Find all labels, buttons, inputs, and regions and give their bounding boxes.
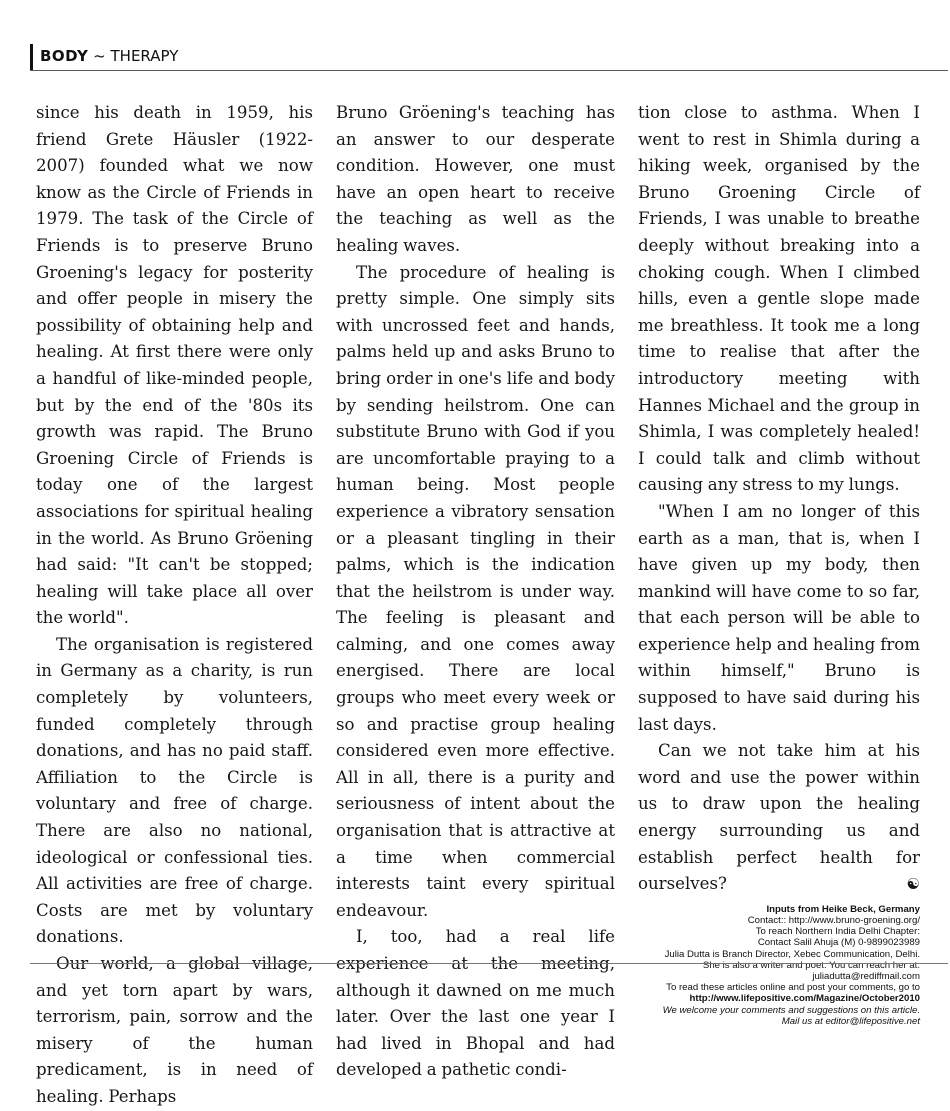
- section-title: [40, 47, 178, 65]
- credit-line: She is also a writer and poet. You can reach her at:: [702, 959, 920, 971]
- credit-line: Julia Dutta is Branch Director, Xebec Communication, Delhi.: [664, 948, 920, 960]
- credit-line: Contact Salil Ahuja (M) 0-9899023989: [757, 937, 920, 949]
- credit-line: We welcome your comments and suggestions on this article.: [662, 1004, 920, 1016]
- header-rule: [30, 44, 33, 70]
- article-column-3: [638, 100, 920, 1027]
- closing-paragraph-text: Can we not take him at his word and use the power within us to draw upon the healing energy surrounding us and establish perfect health for ourselves?: [638, 741, 920, 894]
- paragraph: Our world, a global village, and yet torn apart by wars, terrorism, pain, sorrow and the misery of the human predicament, is in need of healing. Perhaps: [36, 954, 313, 1106]
- credit-line: To read these articles online and post your comments, go to: [666, 982, 920, 994]
- credit-line: To reach Northern India Delhi Chapter:: [755, 926, 920, 938]
- section-title-sep: ~: [88, 47, 111, 65]
- section-header: [30, 44, 948, 71]
- article-column-1: [36, 100, 313, 1111]
- paragraph: The procedure of healing is pretty simple. One simply sits with uncrossed feet and hands, palms held up and asks Bruno to bring order in one's life and body by sending heilstrom. One can substitute Bruno with God if you are uncomfortable praying to a human being. Most people experience a vibratory sensation or a pleasant tingling in their palms, which is the indication that the heilstrom is under way. The feeling is pleasant and calming, and one comes away energised. There are local groups who meet every week or so and practise group healing considered even more effective. All in all, there is a purity and seriousness of intent about the organisation that is attractive at a time when commercial interests taint every spiritual endeavour.: [336, 262, 615, 920]
- paragraph: Bruno Gröening's teaching has an answer to our desperate condition. However, one must have an open heart to receive the teaching as well as the healing waves.: [336, 103, 615, 255]
- paragraph: The organisation is registered in Germany as a charity, is run completely by volunteers, funded completely through donations, and has no paid staff. Affiliation to the Circle is voluntary and free of charge. There are also no national, ideological or confessional ties. All activities are free of charge. Costs are met by voluntary donations.: [36, 634, 313, 947]
- closing-paragraph: [638, 738, 920, 898]
- footer-rule: [30, 963, 948, 964]
- credit-line: Mail us at editor@lifepositive.net: [781, 1015, 920, 1027]
- yin-yang-icon: ☯: [906, 875, 920, 894]
- credit-line: http://www.lifepositive.com/Magazine/October2010: [689, 993, 920, 1005]
- paragraph: I, too, had a real life experience at the meeting, although it dawned on me much later. Over the last one year I had lived in Bhopal and had developed a pathetic condi-: [336, 927, 615, 1080]
- paragraph: tion close to asthma. When I went to rest in Shimla during a hiking week, organised by the Bruno Groening Circle of Friends, I was unable to breathe deeply without breaking into a choking cough. When I climbed hills, even a gentle slope made me breathless. It took me a long time to realise that after the introductory meeting with Hannes Michael and the group in Shimla, I was completely healed! I could talk and climb without causing any stress to my lungs.: [638, 103, 920, 495]
- article-credits: [638, 904, 920, 1027]
- paragraph: since his death in 1959, his friend Grete Häusler (1922- 2007) founded what we now know as the Circle of Friends in 1979. The task of the Circle of Friends is to preserve Bruno Groening's legacy for posterity and offer people in misery the possibility of obtaining help and healing. At first there were only a handful of like-minded people, but by the end of the '80s its growth was rapid. The Bruno Groening Circle of Friends is today one of the largest associations for spiritual healing in the world. As Bruno Gröening had said: "It can't be stopped; healing will take place all over the world".: [36, 103, 313, 628]
- section-title-rest: THERAPY: [110, 47, 179, 65]
- credit-line: Contact:: http://www.bruno-groening.org/: [747, 915, 920, 927]
- section-title-bold: BODY: [40, 47, 89, 65]
- article-column-2: [336, 100, 615, 1084]
- paragraph: "When I am no longer of this earth as a man, that is, when I have given up my body, then mankind will have come to so far, that each person will be able to experience help and healing from within himself," Bruno is supposed to have said during his last days.: [638, 501, 920, 734]
- credit-line: juliadutta@rediffmail.com: [812, 971, 920, 983]
- credit-line: Inputs from Heike Beck, Germany: [766, 903, 920, 915]
